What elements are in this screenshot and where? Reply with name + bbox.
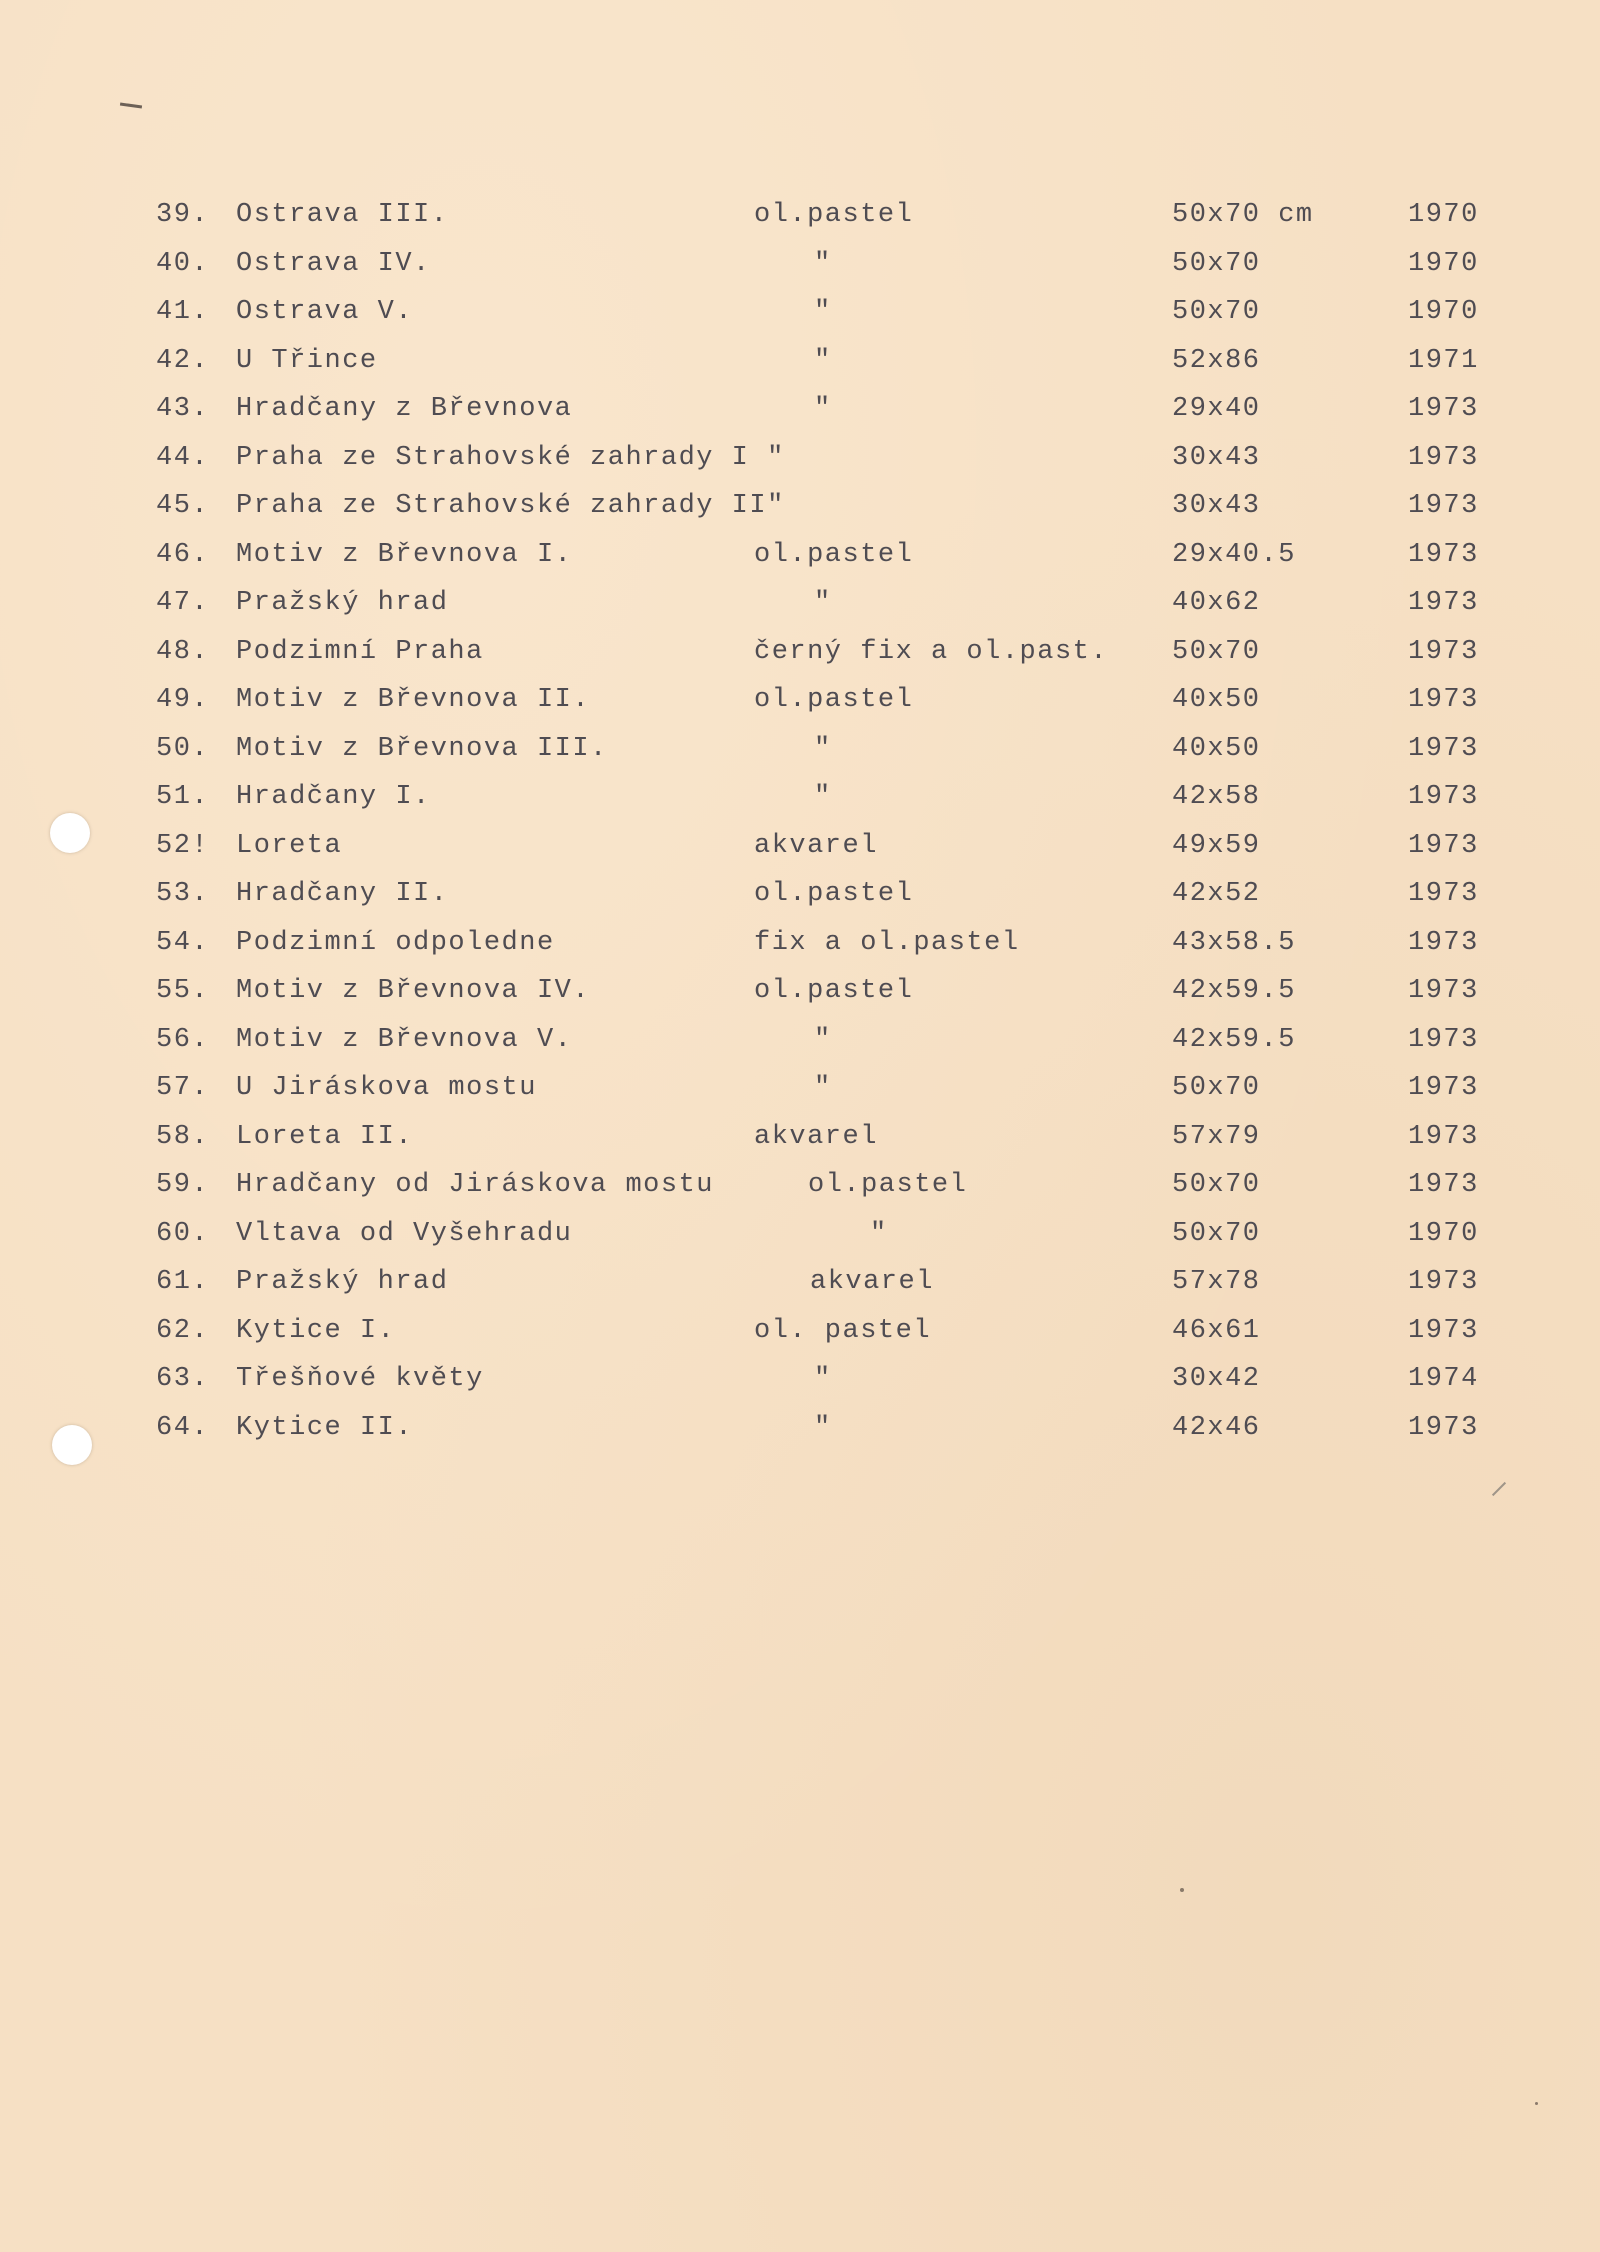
catalog-medium: fix a ol.pastel <box>754 927 1020 958</box>
catalog-num: 60. <box>156 1218 210 1249</box>
catalog-title: Hradčany I. <box>236 782 431 812</box>
catalog-medium: akvarel <box>754 1121 878 1152</box>
catalog-num: 43. <box>156 394 210 424</box>
catalog-num: 53. <box>156 879 210 909</box>
catalog-title: Hradčany II. <box>236 879 449 909</box>
catalog-row <box>150 1267 1510 1316</box>
catalog-title: Ostrava IV. <box>236 248 431 279</box>
catalog-year: 1973 <box>1408 539 1479 570</box>
catalog-row <box>150 1025 1510 1074</box>
catalog-num: 62. <box>156 1315 210 1346</box>
catalog-medium: akvarel <box>754 830 878 861</box>
catalog-size: 30x42 <box>1172 1364 1261 1394</box>
catalog-year: 1970 <box>1408 248 1479 279</box>
catalog-medium: " <box>814 1364 832 1394</box>
catalog-medium: ol.pastel <box>754 976 914 1006</box>
catalog-year: 1971 <box>1408 345 1479 376</box>
catalog-row <box>150 928 1510 977</box>
catalog-size: 50x70 <box>1172 636 1261 667</box>
catalog-medium: " <box>814 1073 832 1103</box>
catalog-year: 1973 <box>1408 927 1479 958</box>
catalog-title: Pražský hrad <box>236 1267 449 1297</box>
catalog-row <box>150 637 1510 686</box>
catalog-row <box>150 879 1510 928</box>
catalog-size: 43x58.5 <box>1172 927 1296 958</box>
catalog-row <box>150 976 1510 1025</box>
catalog-num: 45. <box>156 491 210 521</box>
catalog-num: 49. <box>156 685 210 715</box>
catalog-row <box>150 200 1510 249</box>
catalog-title: Vltava od Vyšehradu <box>236 1218 573 1249</box>
catalog-medium: " <box>814 733 832 764</box>
catalog-year: 1974 <box>1408 1364 1479 1394</box>
catalog-row <box>150 1364 1510 1413</box>
punch-hole <box>52 1425 92 1465</box>
catalog-num: 63. <box>156 1364 210 1394</box>
catalog-num: 52! <box>156 830 210 861</box>
catalog-year: 1973 <box>1408 782 1479 812</box>
catalog-year: 1973 <box>1408 394 1479 424</box>
catalog-title: Praha ze Strahovské zahrady II" <box>236 491 785 521</box>
catalog-year: 1973 <box>1408 976 1479 1006</box>
catalog-medium: " <box>814 1412 832 1443</box>
catalog-size: 42x59.5 <box>1172 1024 1296 1055</box>
catalog-title: Praha ze Strahovské zahrady I " <box>236 442 785 473</box>
catalog-size: 57x79 <box>1172 1121 1261 1152</box>
catalog-size: 50x70 <box>1172 1073 1261 1103</box>
catalog-medium: " <box>814 394 832 424</box>
catalog-num: 56. <box>156 1024 210 1055</box>
catalog-row <box>150 1413 1510 1462</box>
catalog-size: 50x70 cm <box>1172 200 1314 230</box>
catalog-row <box>150 1170 1510 1219</box>
catalog-year: 1973 <box>1408 442 1479 473</box>
catalog-size: 42x59.5 <box>1172 976 1296 1006</box>
catalog-year: 1973 <box>1408 491 1479 521</box>
catalog-num: 55. <box>156 976 210 1006</box>
catalog-num: 46. <box>156 539 210 570</box>
ink-speck <box>1180 1888 1184 1892</box>
catalog-num: 57. <box>156 1073 210 1103</box>
catalog-row <box>150 346 1510 395</box>
catalog-num: 40. <box>156 248 210 279</box>
catalog-year: 1970 <box>1408 297 1479 327</box>
catalog-medium: akvarel <box>810 1267 934 1297</box>
catalog-size: 52x86 <box>1172 345 1261 376</box>
catalog-row <box>150 491 1510 540</box>
catalog-row <box>150 394 1510 443</box>
catalog-title: Třešňové květy <box>236 1364 484 1394</box>
catalog-year: 1973 <box>1408 1412 1479 1443</box>
catalog-num: 61. <box>156 1267 210 1297</box>
catalog-num: 47. <box>156 588 210 618</box>
catalog-size: 40x50 <box>1172 685 1261 715</box>
catalog-title: Ostrava V. <box>236 297 414 327</box>
ink-speck <box>1535 2102 1538 2105</box>
catalog-row <box>150 443 1510 492</box>
catalog-row <box>150 831 1510 880</box>
catalog-title: Kytice I. <box>236 1315 396 1346</box>
catalog-medium: ol.pastel <box>754 879 914 909</box>
catalog-size: 30x43 <box>1172 442 1261 473</box>
catalog-medium: " <box>814 588 832 618</box>
catalog-size: 42x46 <box>1172 1412 1261 1443</box>
catalog-size: 42x58 <box>1172 782 1261 812</box>
catalog-row <box>150 540 1510 589</box>
catalog-num: 42. <box>156 345 210 376</box>
catalog-medium: " <box>814 297 832 327</box>
catalog-title: Ostrava III. <box>236 200 449 230</box>
catalog-num: 64. <box>156 1412 210 1443</box>
catalog-size: 50x70 <box>1172 248 1261 279</box>
catalog-row <box>150 588 1510 637</box>
catalog-title: U Třince <box>236 345 378 376</box>
catalog-year: 1973 <box>1408 879 1479 909</box>
catalog-row <box>150 685 1510 734</box>
catalog-num: 41. <box>156 297 210 327</box>
catalog-num: 50. <box>156 733 210 764</box>
catalog-row <box>150 1073 1510 1122</box>
catalog-title: Podzimní Praha <box>236 636 484 667</box>
catalog-medium: " <box>814 782 832 812</box>
catalog-year: 1970 <box>1408 200 1479 230</box>
catalog-num: 58. <box>156 1121 210 1152</box>
catalog-size: 42x52 <box>1172 879 1261 909</box>
catalog-size: 50x70 <box>1172 297 1261 327</box>
catalog-size: 30x43 <box>1172 491 1261 521</box>
catalog-title: Motiv z Břevnova III. <box>236 733 608 764</box>
catalog-title: Loreta <box>236 830 343 861</box>
catalog-row <box>150 249 1510 298</box>
catalog-year: 1973 <box>1408 1073 1479 1103</box>
pencil-mark <box>1492 1482 1506 1496</box>
catalog-size: 49x59 <box>1172 830 1261 861</box>
catalog-num: 39. <box>156 200 210 230</box>
catalog-title: Motiv z Břevnova V. <box>236 1024 573 1055</box>
catalog-medium: ol. pastel <box>754 1315 932 1346</box>
catalog-medium: " <box>870 1218 888 1249</box>
catalog-num: 54. <box>156 927 210 958</box>
catalog-title: Loreta II. <box>236 1121 414 1152</box>
catalog-size: 40x62 <box>1172 588 1261 618</box>
catalog-num: 51. <box>156 782 210 812</box>
catalog-size: 29x40 <box>1172 394 1261 424</box>
punch-hole <box>50 813 90 853</box>
catalog-num: 59. <box>156 1170 210 1200</box>
catalog-medium: ol.pastel <box>754 539 914 570</box>
catalog-year: 1973 <box>1408 1170 1479 1200</box>
catalog-size: 46x61 <box>1172 1315 1261 1346</box>
catalog-year: 1973 <box>1408 1024 1479 1055</box>
catalog-size: 50x70 <box>1172 1218 1261 1249</box>
catalog-year: 1973 <box>1408 733 1479 764</box>
catalog-year: 1973 <box>1408 830 1479 861</box>
catalog-medium: " <box>814 345 832 376</box>
catalog-title: Motiv z Břevnova I. <box>236 539 573 570</box>
catalog-medium: ol.pastel <box>754 685 914 715</box>
catalog-medium: černý fix a ol.past. <box>754 636 1109 667</box>
catalog-title: Hradčany od Jiráskova mostu <box>236 1170 714 1200</box>
catalog-year: 1973 <box>1408 685 1479 715</box>
catalog-size: 40x50 <box>1172 733 1261 764</box>
catalog-medium: ol.pastel <box>754 200 914 230</box>
catalog-medium: ol.pastel <box>808 1170 968 1200</box>
catalog-medium: " <box>814 248 832 279</box>
catalog-row <box>150 297 1510 346</box>
catalog-medium: " <box>814 1024 832 1055</box>
catalog-title: Pražský hrad <box>236 588 449 618</box>
catalog-title: U Jiráskova mostu <box>236 1073 537 1103</box>
catalog-title: Motiv z Břevnova IV. <box>236 976 591 1006</box>
catalog-size: 57x78 <box>1172 1267 1261 1297</box>
catalog-row <box>150 1122 1510 1171</box>
catalog-year: 1973 <box>1408 1267 1479 1297</box>
catalog-num: 48. <box>156 636 210 667</box>
catalog-row <box>150 1316 1510 1365</box>
catalog-title: Hradčany z Břevnova <box>236 394 573 424</box>
catalog-year: 1973 <box>1408 636 1479 667</box>
catalog-size: 29x40.5 <box>1172 539 1296 570</box>
catalog-title: Podzimní odpoledne <box>236 927 555 958</box>
catalog-title: Kytice II. <box>236 1412 414 1443</box>
catalog-year: 1970 <box>1408 1218 1479 1249</box>
catalog-year: 1973 <box>1408 1121 1479 1152</box>
catalog-year: 1973 <box>1408 1315 1479 1346</box>
catalog-row <box>150 734 1510 783</box>
catalog-row <box>150 1219 1510 1268</box>
catalog-year: 1973 <box>1408 588 1479 618</box>
catalog-num: 44. <box>156 442 210 473</box>
artwork-catalog-list <box>150 200 1510 1461</box>
catalog-title: Motiv z Břevnova II. <box>236 685 591 715</box>
catalog-row <box>150 782 1510 831</box>
ink-dash-mark <box>120 102 142 108</box>
catalog-size: 50x70 <box>1172 1170 1261 1200</box>
